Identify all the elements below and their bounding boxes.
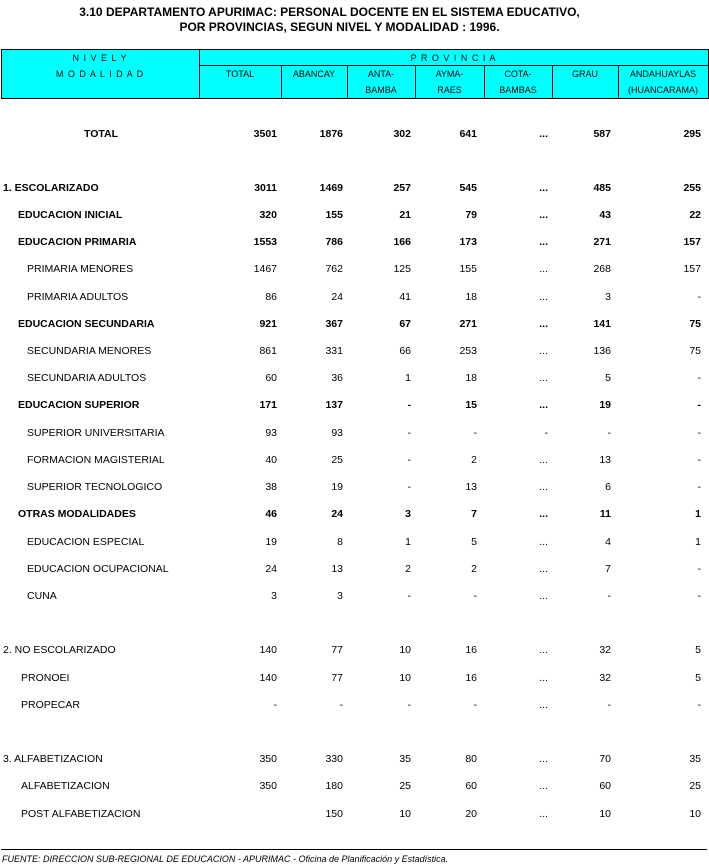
table-row — [0, 780, 709, 794]
table-row — [0, 808, 709, 822]
cell-value: 295 — [683, 128, 701, 140]
cell-value: 46 — [265, 508, 277, 520]
cell-value: - — [697, 699, 701, 711]
table-row — [0, 399, 709, 413]
row-label: EDUCACION ESPECIAL — [27, 536, 145, 548]
cell-value: 861 — [259, 345, 277, 357]
cell-value: 60 — [465, 780, 477, 792]
table-row — [0, 563, 709, 577]
cell-value: 36 — [331, 372, 343, 384]
cell-value: ... — [539, 808, 548, 820]
cell-value: 18 — [465, 372, 477, 384]
row-label: SECUNDARIA MENORES — [27, 345, 152, 357]
row-label: EDUCACION INICIAL — [18, 209, 123, 221]
cell-value: - — [697, 563, 701, 575]
table-title-line1: 3.10 DEPARTAMENTO APURIMAC: PERSONAL DOCENTE EN EL SISTEMA EDUCATIVO, — [79, 5, 580, 19]
cell-value: 19 — [599, 399, 611, 411]
cell-value: 66 — [399, 345, 411, 357]
header-nivel-label: N I V E L Y — [72, 53, 128, 63]
cell-value: - — [697, 372, 701, 384]
cell-value: 10 — [689, 808, 701, 820]
cell-value: 11 — [599, 508, 611, 520]
cell-value: 1876 — [319, 128, 343, 140]
table-row — [0, 291, 709, 305]
cell-value: 141 — [593, 318, 611, 330]
table-row — [0, 536, 709, 550]
row-label: ALFABETIZACION — [21, 780, 110, 792]
row-label: SECUNDARIA ADULTOS — [27, 372, 147, 384]
cell-value: 24 — [331, 508, 343, 520]
cell-value: ... — [539, 128, 548, 140]
cell-value: 1553 — [253, 236, 277, 248]
cell-value: ... — [539, 372, 548, 384]
cell-value: 22 — [689, 209, 701, 221]
row-label: SUPERIOR TECNOLOGICO — [27, 481, 163, 493]
cell-value: - — [697, 454, 701, 466]
cell-value: - — [473, 699, 477, 711]
cell-value: 75 — [689, 318, 701, 330]
cell-value: ... — [539, 590, 548, 602]
row-label: 2. NO ESCOLARIZADO — [3, 644, 116, 656]
cell-value: ... — [539, 753, 548, 765]
cell-value: 7 — [605, 563, 611, 575]
cell-value: ... — [539, 644, 548, 656]
column-header: (HUANCARAMA) — [627, 85, 698, 95]
cell-value: 485 — [593, 182, 611, 194]
header-provincia-label: P R O V I N C I A — [410, 53, 497, 63]
cell-value: 41 — [399, 291, 411, 303]
cell-value: 253 — [459, 345, 477, 357]
cell-value: 3 — [405, 508, 411, 520]
column-header: AYMA- — [435, 69, 464, 79]
cell-value: 2 — [471, 454, 477, 466]
cell-value: ... — [539, 536, 548, 548]
row-label: EDUCACION OCUPACIONAL — [27, 563, 169, 575]
cell-value: 93 — [331, 427, 343, 439]
cell-value: 67 — [399, 318, 411, 330]
cell-value: 86 — [265, 291, 277, 303]
table-row — [0, 372, 709, 386]
cell-value: - — [607, 427, 611, 439]
row-label: PRIMARIA ADULTOS — [27, 291, 129, 303]
cell-value: 2 — [471, 563, 477, 575]
column-header: GRAU — [571, 69, 598, 79]
cell-value: 25 — [331, 454, 343, 466]
cell-value: 587 — [593, 128, 611, 140]
cell-value: - — [407, 590, 411, 602]
cell-value: 350 — [259, 780, 277, 792]
table-row — [0, 345, 709, 359]
cell-value: ... — [539, 291, 548, 303]
cell-value: 5 — [695, 672, 701, 684]
row-label: EDUCACION SECUNDARIA — [18, 318, 155, 330]
cell-value: - — [607, 590, 611, 602]
cell-value: 20 — [465, 808, 477, 820]
cell-value: ... — [539, 508, 548, 520]
column-header: ABANCAY — [292, 69, 336, 79]
cell-value: - — [697, 481, 701, 493]
header-modalidad-label: M O D A L I D A D — [55, 69, 145, 79]
cell-value: - — [607, 699, 611, 711]
cell-value: ... — [539, 263, 548, 275]
cell-value: ... — [539, 236, 548, 248]
cell-value: 330 — [325, 753, 343, 765]
cell-value: 762 — [325, 263, 343, 275]
cell-value: 1 — [405, 536, 411, 548]
cell-value: 25 — [399, 780, 411, 792]
row-label: PROPECAR — [21, 699, 80, 711]
cell-value: - — [697, 399, 701, 411]
cell-value: 32 — [599, 644, 611, 656]
cell-value: 75 — [689, 345, 701, 357]
cell-value: ... — [539, 345, 548, 357]
cell-value: 19 — [265, 536, 277, 548]
column-header: ANTA- — [367, 69, 395, 79]
cell-value: 320 — [259, 209, 277, 221]
table-row — [0, 508, 709, 522]
cell-value: 1 — [405, 372, 411, 384]
table-row — [0, 481, 709, 495]
cell-value: - — [407, 481, 411, 493]
cell-value: - — [407, 454, 411, 466]
cell-value: 1469 — [319, 182, 343, 194]
row-label: OTRAS MODALIDADES — [18, 508, 136, 520]
cell-value: 43 — [599, 209, 611, 221]
table-row — [0, 182, 709, 196]
cell-value: 25 — [689, 780, 701, 792]
column-header: BAMBA — [365, 85, 397, 95]
row-label: PRONOEI — [21, 672, 70, 684]
cell-value: 77 — [331, 672, 343, 684]
cell-value: 6 — [605, 481, 611, 493]
cell-value: 21 — [399, 209, 411, 221]
row-label: TOTAL — [84, 128, 119, 140]
cell-value: 257 — [393, 182, 411, 194]
cell-value: 13 — [331, 563, 343, 575]
cell-value: 140 — [259, 672, 277, 684]
table-row — [0, 699, 709, 713]
cell-value: ... — [539, 399, 548, 411]
column-header: COTA- — [504, 69, 532, 79]
row-label: EDUCACION PRIMARIA — [18, 236, 137, 248]
column-header: ANDAHUAYLAS — [629, 69, 697, 79]
cell-value: 137 — [325, 399, 343, 411]
cell-value: 150 — [325, 808, 343, 820]
cell-value: 77 — [331, 644, 343, 656]
cell-value: 16 — [465, 644, 477, 656]
cell-value: 5 — [605, 372, 611, 384]
cell-value: 3 — [605, 291, 611, 303]
cell-value: 331 — [325, 345, 343, 357]
column-header: TOTAL — [225, 69, 255, 79]
cell-value: 1 — [695, 508, 701, 520]
cell-value: 155 — [325, 209, 343, 221]
table-row — [0, 318, 709, 332]
cell-value: 5 — [471, 536, 477, 548]
row-label: 1. ESCOLARIZADO — [3, 182, 99, 194]
cell-value: ... — [539, 209, 548, 221]
cell-value: ... — [539, 672, 548, 684]
cell-value: - — [273, 699, 277, 711]
cell-value: ... — [539, 699, 548, 711]
cell-value: ... — [539, 182, 548, 194]
cell-value: - — [697, 427, 701, 439]
cell-value: 70 — [599, 753, 611, 765]
cell-value: - — [544, 427, 548, 439]
cell-value: 13 — [465, 481, 477, 493]
cell-value: 641 — [459, 128, 477, 140]
column-header: RAES — [437, 85, 462, 95]
cell-value: 255 — [683, 182, 701, 194]
cell-value: 40 — [265, 454, 277, 466]
table-row — [0, 672, 709, 686]
header-provincia-line — [199, 65, 708, 66]
cell-value: 16 — [465, 672, 477, 684]
cell-value: 24 — [331, 291, 343, 303]
cell-value: 7 — [471, 508, 477, 520]
cell-value: 5 — [695, 644, 701, 656]
cell-value: 1 — [695, 536, 701, 548]
table-row — [0, 236, 709, 250]
cell-value: 3 — [337, 590, 343, 602]
cell-value: 545 — [459, 182, 477, 194]
row-label: CUNA — [27, 590, 57, 602]
cell-value: - — [407, 699, 411, 711]
cell-value: ... — [539, 454, 548, 466]
row-label: SUPERIOR UNIVERSITARIA — [27, 427, 165, 439]
cell-value: 136 — [593, 345, 611, 357]
cell-value: 921 — [259, 318, 277, 330]
cell-value: 157 — [683, 263, 701, 275]
cell-value: 180 — [325, 780, 343, 792]
table-row — [0, 209, 709, 223]
cell-value: 10 — [399, 644, 411, 656]
cell-value: ... — [539, 563, 548, 575]
cell-value: 24 — [265, 563, 277, 575]
cell-value: 35 — [689, 753, 701, 765]
cell-value: - — [407, 399, 411, 411]
cell-value: 268 — [593, 263, 611, 275]
cell-value: - — [339, 699, 343, 711]
cell-value: 4 — [605, 536, 611, 548]
table-row — [0, 263, 709, 277]
cell-value: 786 — [325, 236, 343, 248]
cell-value: 79 — [465, 209, 477, 221]
cell-value: 166 — [393, 236, 411, 248]
cell-value: 2 — [405, 563, 411, 575]
cell-value: 271 — [459, 318, 477, 330]
cell-value: - — [407, 427, 411, 439]
cell-value: 140 — [259, 644, 277, 656]
column-header: BAMBAS — [499, 85, 537, 95]
row-label: EDUCACION SUPERIOR — [18, 399, 140, 411]
table-row — [0, 427, 709, 441]
row-label: POST ALFABETIZACION — [21, 808, 141, 820]
cell-value: 15 — [465, 399, 477, 411]
row-label: FORMACION MAGISTERIAL — [27, 454, 165, 466]
cell-value: 32 — [599, 672, 611, 684]
cell-value: 271 — [593, 236, 611, 248]
row-label: PRIMARIA MENORES — [27, 263, 134, 275]
table-row — [0, 454, 709, 468]
table-row — [0, 753, 709, 767]
cell-value: - — [697, 590, 701, 602]
row-label: 3. ALFABETIZACION — [3, 753, 103, 765]
cell-value: - — [473, 590, 477, 602]
cell-value: 13 — [599, 454, 611, 466]
cell-value: 3011 — [254, 182, 277, 194]
cell-value: 3 — [271, 590, 277, 602]
cell-value: - — [697, 291, 701, 303]
cell-value: 171 — [259, 399, 277, 411]
cell-value: 1467 — [253, 263, 277, 275]
cell-value: 60 — [265, 372, 277, 384]
cell-value: 19 — [331, 481, 343, 493]
cell-value: ... — [539, 780, 548, 792]
cell-value: ... — [539, 318, 548, 330]
source-note: FUENTE: DIRECCION SUB-REGIONAL DE EDUCACION - APURIMAC - Oficina de Planificación y Estadística. — [2, 854, 449, 864]
cell-value: 302 — [393, 128, 411, 140]
cell-value: 350 — [259, 753, 277, 765]
table-row — [0, 590, 709, 604]
cell-value: 8 — [337, 536, 343, 548]
cell-value: 80 — [465, 753, 477, 765]
cell-value: 18 — [465, 291, 477, 303]
cell-value: 35 — [399, 753, 411, 765]
cell-value: 60 — [599, 780, 611, 792]
cell-value: 155 — [459, 263, 477, 275]
cell-value: 3501 — [253, 128, 277, 140]
cell-value: 38 — [265, 481, 277, 493]
table-row — [0, 128, 709, 142]
cell-value: 10 — [599, 808, 611, 820]
cell-value: 125 — [393, 263, 411, 275]
cell-value: 157 — [683, 236, 701, 248]
cell-value: 10 — [399, 672, 411, 684]
cell-value: 93 — [265, 427, 277, 439]
cell-value: 173 — [459, 236, 477, 248]
cell-value: 10 — [399, 808, 411, 820]
table-title-line2: POR PROVINCIAS, SEGUN NIVEL Y MODALIDAD : 1996. — [179, 20, 500, 34]
cell-value: 367 — [325, 318, 343, 330]
cell-value: - — [473, 427, 477, 439]
table-row — [0, 644, 709, 658]
footer-rule — [1, 849, 707, 850]
cell-value: ... — [539, 481, 548, 493]
